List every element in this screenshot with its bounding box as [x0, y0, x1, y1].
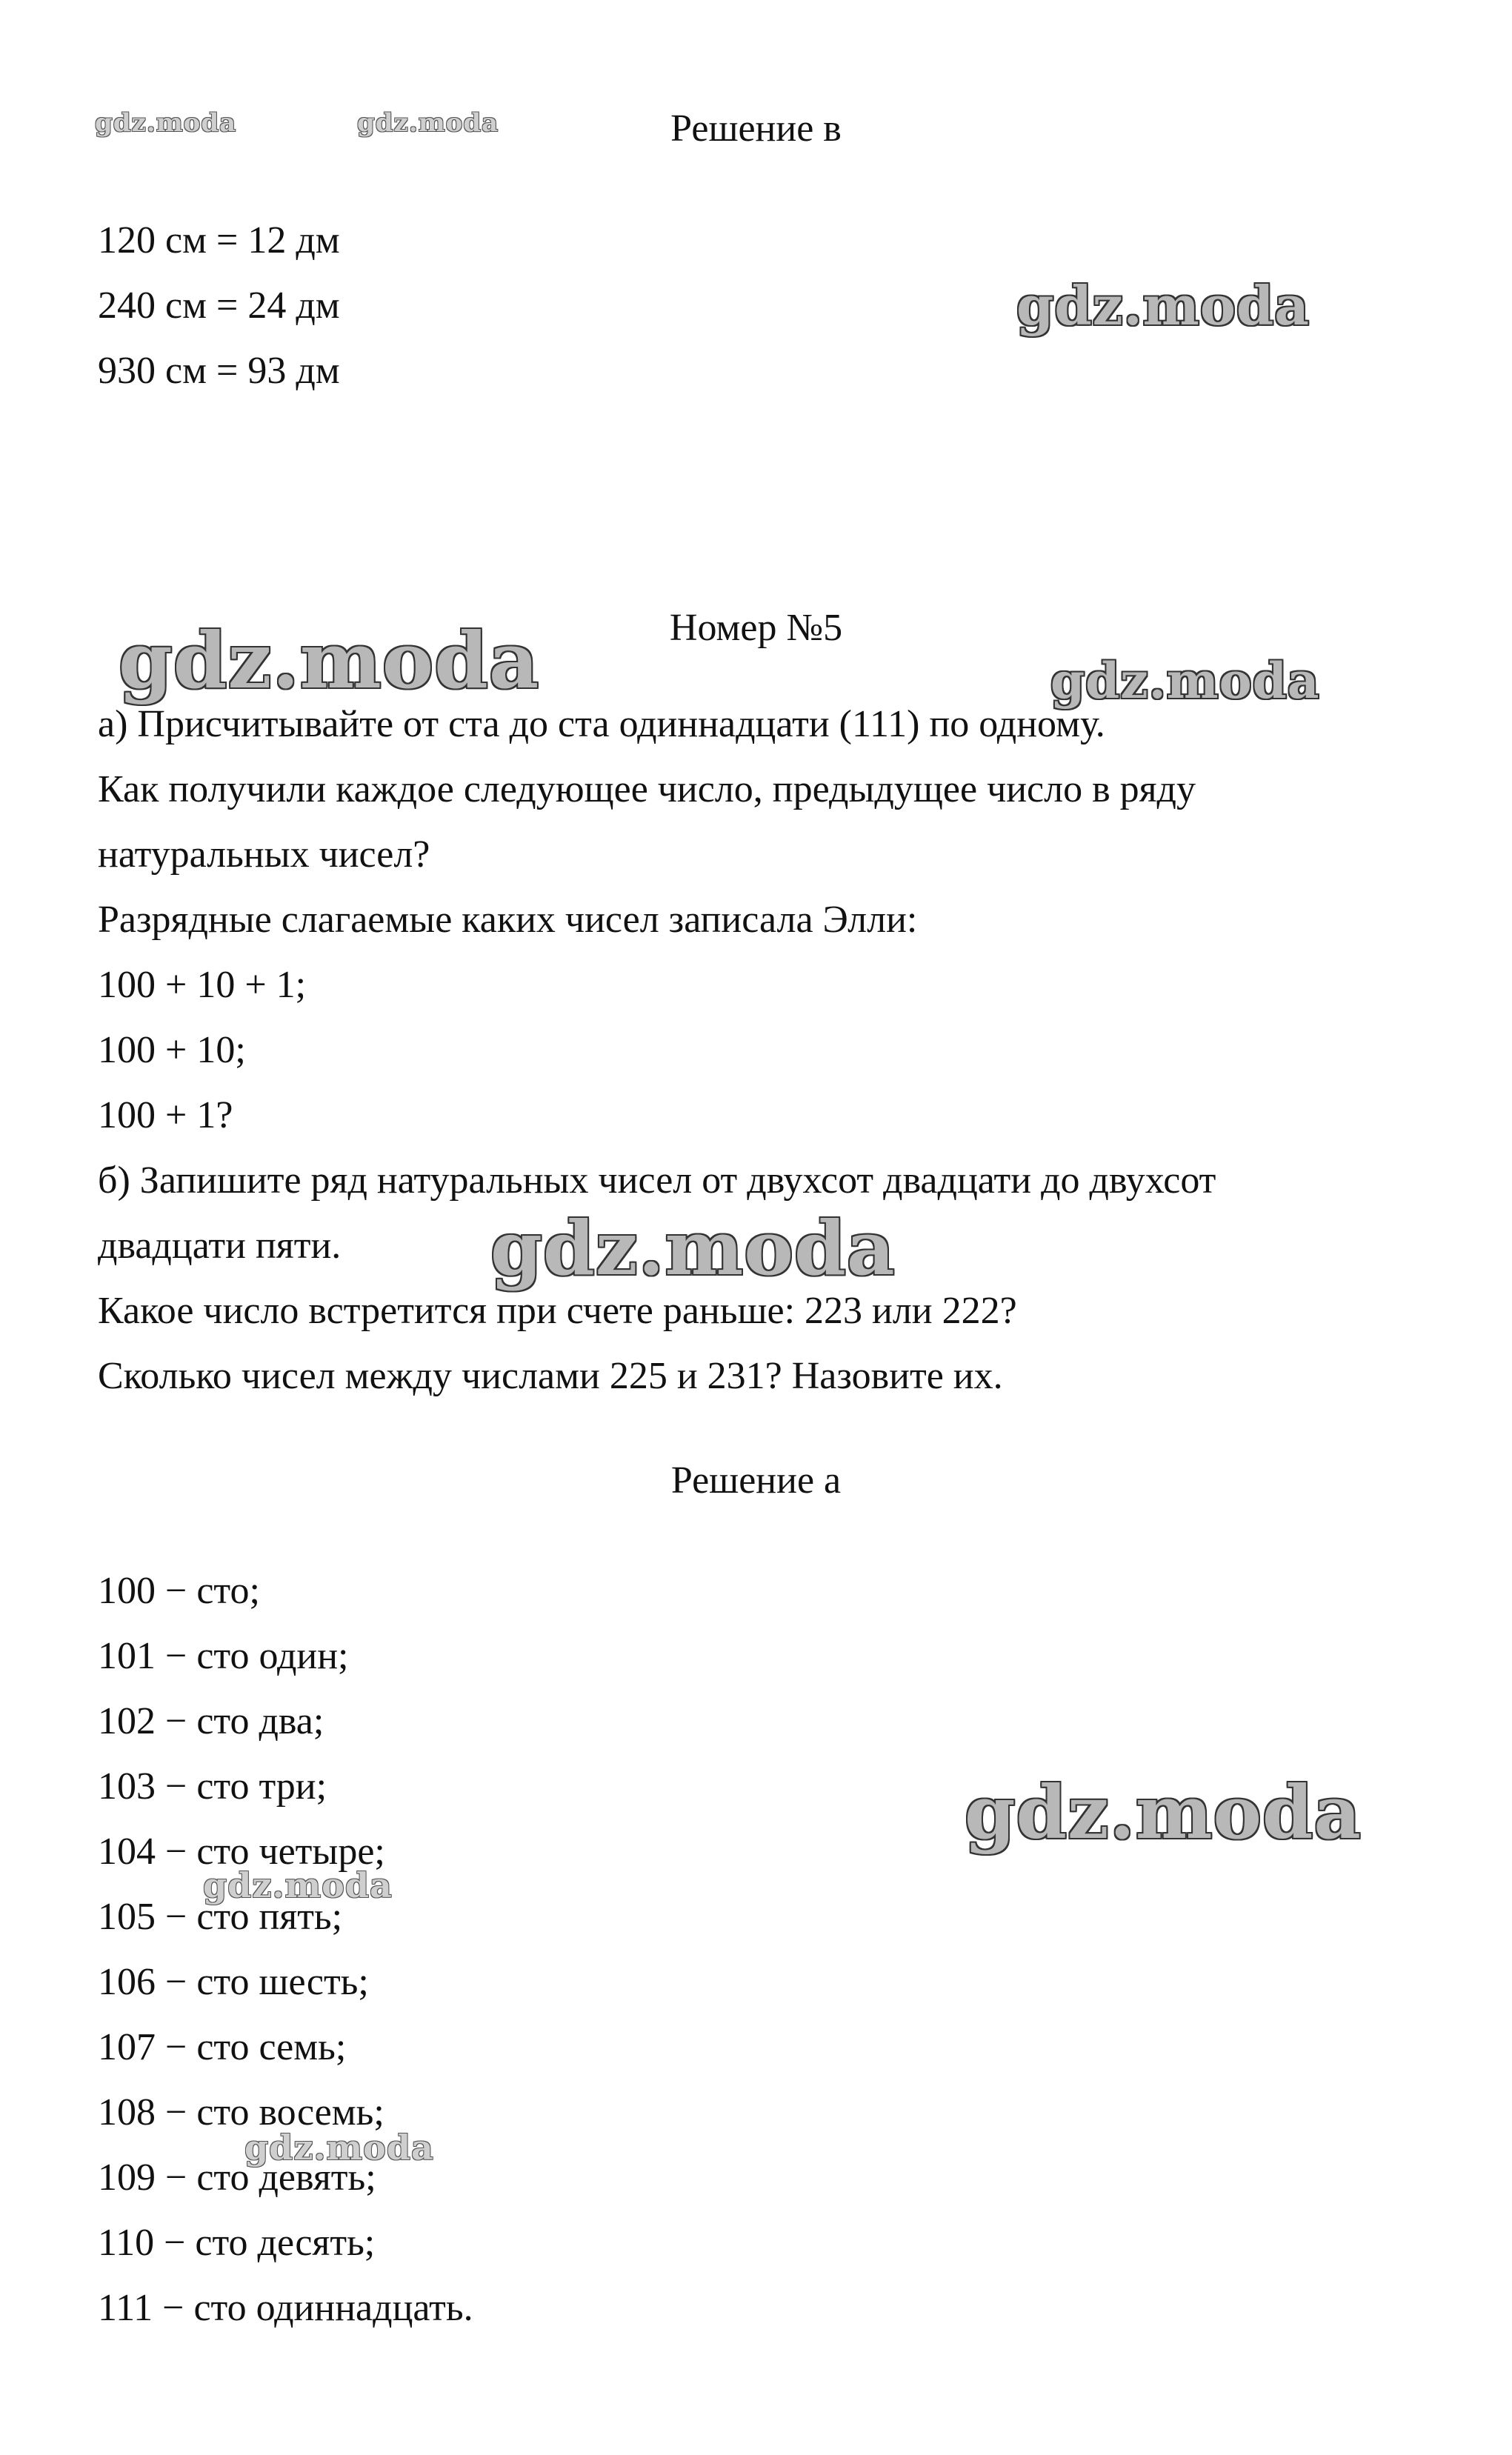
- solution-line: 108 − сто восемь;: [98, 2091, 384, 2133]
- solution-line: 105 − сто пять;: [98, 1896, 343, 1938]
- watermark-logo: gdz.moda: [95, 108, 237, 138]
- task-line: двадцати пяти.: [98, 1225, 342, 1267]
- solution-line: 107 − сто семь;: [98, 2026, 347, 2068]
- watermark-logo: gdz.moda: [1050, 652, 1320, 710]
- solution-line: 104 − сто четыре;: [98, 1831, 385, 1873]
- task-line: Какое число встретится при счете раньше: 223 или 222?: [98, 1290, 1017, 1332]
- section-heading-a: Решение а: [670, 1459, 842, 1502]
- solution-line: 102 − сто два;: [98, 1700, 324, 1742]
- watermark-logo: gdz.moda: [1016, 274, 1310, 337]
- watermark-logo: gdz.moda: [244, 2128, 434, 2168]
- task-line: Разрядные слагаемые каких чисел записала Элли:: [98, 899, 918, 941]
- solution-line: 101 − сто один;: [98, 1635, 349, 1677]
- task-heading: Номер №5: [669, 607, 843, 649]
- watermark-logo: gdz.moda: [119, 615, 540, 706]
- watermark-logo: gdz.moda: [965, 1771, 1362, 1856]
- solution-line: 111 − сто одиннадцать.: [98, 2287, 473, 2329]
- solution-line: 120 см = 12 дм: [98, 219, 340, 262]
- solution-line: 930 см = 93 дм: [98, 350, 340, 392]
- solution-line: 240 см = 24 дм: [98, 284, 340, 327]
- task-line: 100 + 10 + 1;: [98, 964, 307, 1006]
- solution-line: 103 − сто три;: [98, 1765, 327, 1808]
- solution-line: 106 − сто шесть;: [98, 1961, 369, 2003]
- task-line: б) Запишите ряд натуральных чисел от двухсот двадцати до двухсот: [98, 1159, 1216, 1202]
- solution-line: 109 − сто девять;: [98, 2156, 376, 2199]
- watermark-logo: gdz.moda: [203, 1865, 393, 1905]
- watermark-logo: gdz.moda: [357, 108, 499, 138]
- task-line: Как получили каждое следующее число, предыдущее число в ряду: [98, 768, 1196, 810]
- solution-line: 110 − сто десять;: [98, 2222, 376, 2264]
- section-heading-v: Решение в: [670, 107, 842, 150]
- solution-line: 100 − сто;: [98, 1570, 260, 1612]
- watermark-logo: gdz.moda: [490, 1205, 896, 1292]
- task-line: 100 + 1?: [98, 1094, 233, 1136]
- task-line: 100 + 10;: [98, 1029, 246, 1071]
- task-line: натуральных чисел?: [98, 833, 430, 876]
- task-line: Сколько чисел между числами 225 и 231? Назовите их.: [98, 1355, 1003, 1397]
- task-line: а) Присчитывайте от ста до ста одиннадцати (111) по одному.: [98, 703, 1105, 745]
